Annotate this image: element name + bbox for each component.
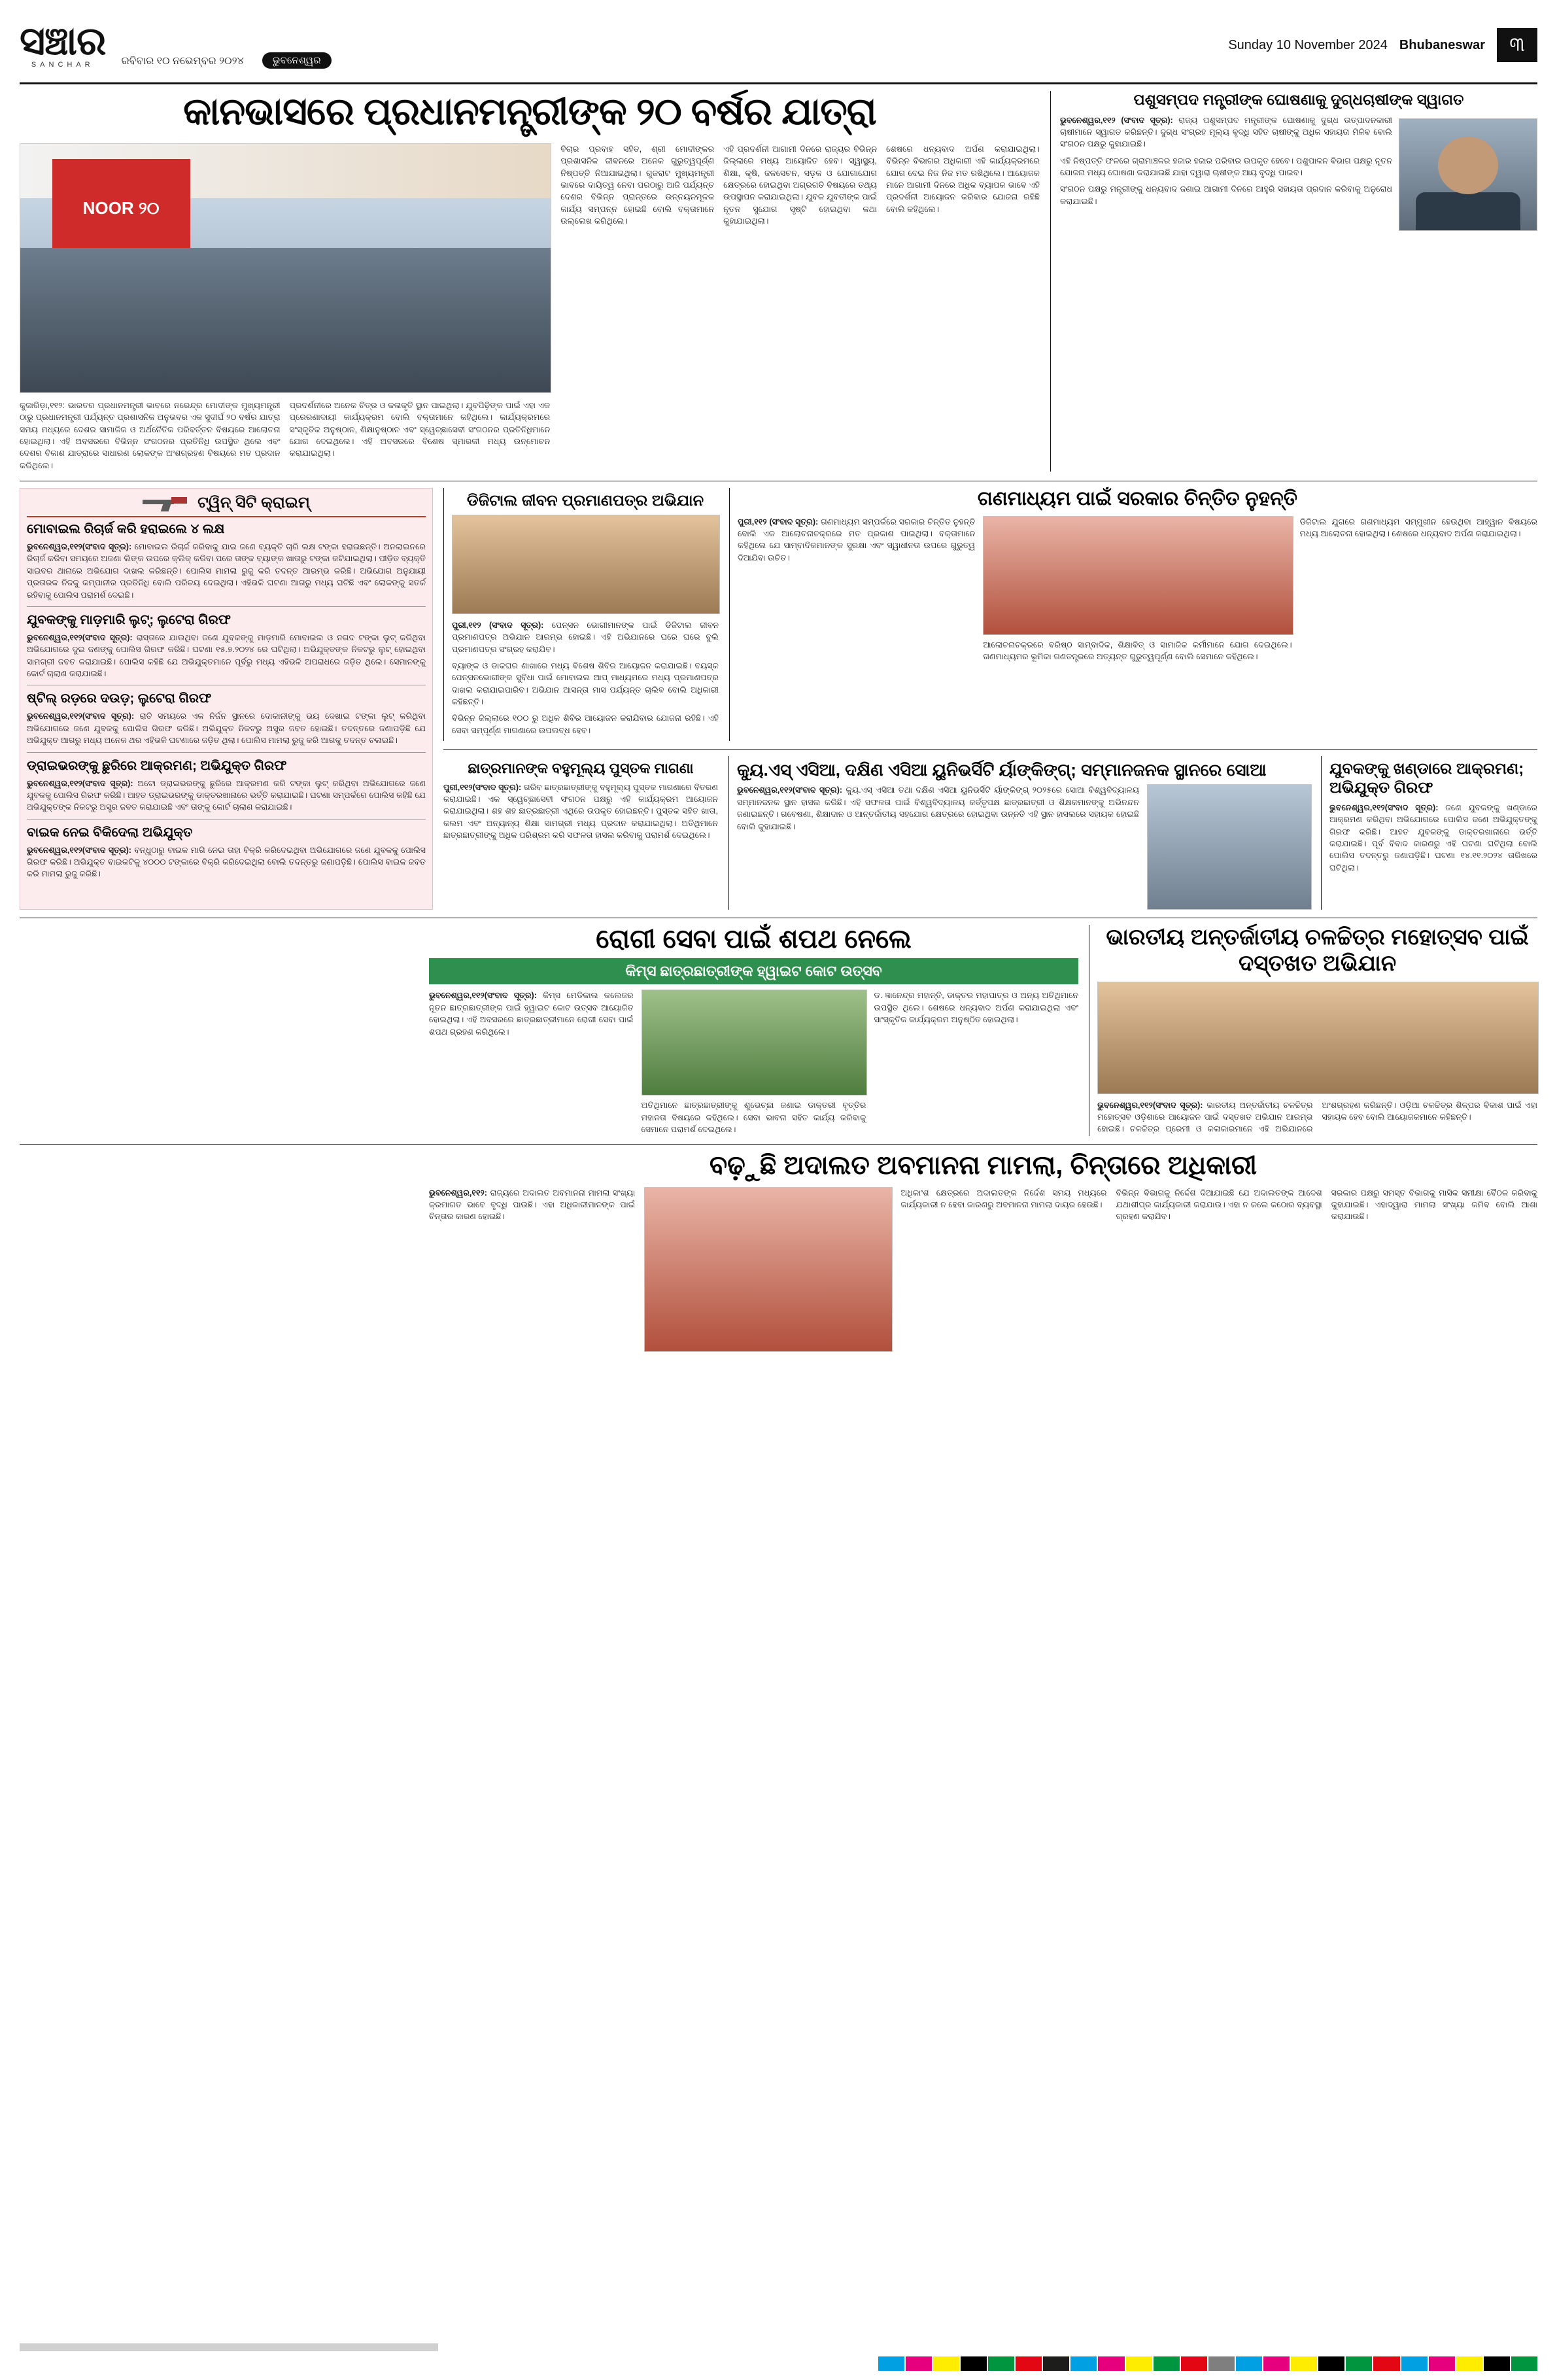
lead-col-3: ବିଚାର ପ୍ରବାହ ସହିତ, ଶ୍ରୀ ମୋଦୀଙ୍କର ପ୍ରଶାସନିକ ଜୀବନରେ ଅନେକ ଗୁରୁତ୍ୱପୂର୍ଣ୍ଣ ନିଷ୍ପତ୍ତି ନିଆଯାଇଥିଲା। ଗୁଜରାଟ ମୁଖ୍ୟମନ୍ତ୍ରୀ ଭାବରେ ଦାୟିତ୍ୱ ନେବା ପରଠାରୁ ଆଜି ପର୍ଯ୍ୟନ୍ତ ଦେଶର ବିଭିନ୍ନ ପ୍ରାନ୍ତରେ ଉନ୍ନୟନମୂଳକ କାର୍ଯ୍ୟ ସମ୍ପନ୍ନ ହୋଇଛି ବୋଲି ବକ୍ତାମାନେ ଉଲ୍ଲେଖ କରିଥିଲେ। bbox=[560, 144, 715, 226]
oath-col-1: କିମ୍ସ ମେଡିକାଲ କଲେଜର ନୂତନ ଛାତ୍ରଛାତ୍ରୀଙ୍କ ପାଇଁ ହ୍ୱାଇଟ କୋଟ ଉତ୍ସବ ଆୟୋଜିତ ହୋଇଥିଲା। ଏହି ଅବସରରେ ଛାତ୍ରଛାତ୍ରୀମାନେ ରୋଗୀ ସେବା ପାଇଁ ଶପଥ ଗ୍ରହଣ କରିଥିଲେ। bbox=[429, 991, 634, 1037]
media-dateline: ପୁରୀ,୧୧୨ (ସଂବାଦ ସୂତ୍ର): bbox=[738, 517, 819, 526]
attack-text: ଜଣେ ଯୁବକଙ୍କୁ ଖଣ୍ଡାରେ ଆକ୍ରମଣ କରିଥିବା ଅଭିଯୋଗରେ ପୋଲିସ ଜଣେ ଅଭିଯୁକ୍ତଙ୍କୁ ଗିରଫ କରିଛି। ଆହତ ଯୁବକଙ୍କୁ ଡାକ୍ତରଖାନାରେ ଭର୍ତ୍ତି କରାଯାଇଛି। ପୂର୍ବ ବିବାଦ କାରଣରୁ ଏହି ଘଟଣା ଘଟିଥିଲା ବୋଲି ପୋଲିସ ତଦନ୍ତରୁ ଜଣାପଡ଼ିଛି। ଘଟଣା ୧୪.୧୧.୨୦୨୪ ତାରିଖରେ ଘଟିଥିଲା। bbox=[1329, 802, 1538, 872]
digital-text-2: ବ୍ୟାଙ୍କ ଓ ଡାକଘର ଶାଖାରେ ମଧ୍ୟ ବିଶେଷ ଶିବିର ଆୟୋଜନ କରାଯାଇଛି। ବୟସ୍କ ପେନ୍‌ସନଭୋଗୀଙ୍କ ସୁବିଧା ପାଇଁ ମୋବାଇଲ ଆପ୍ ମାଧ୍ୟମରେ ମଧ୍ୟ ପ୍ରମାଣପତ୍ର ଦାଖଲ କରାଯାଇପାରିବ। ଅଭିଯାନ ଆସନ୍ତା ମାସ ପର୍ଯ୍ୟନ୍ତ ଚାଲିବ ବୋଲି ଅଧିକାରୀ କହିଛନ୍ତି। bbox=[452, 661, 719, 707]
court-col-4: ସରକାର ପକ୍ଷରୁ ସମସ୍ତ ବିଭାଗକୁ ମାସିକ ସମୀକ୍ଷା ବୈଠକ କରିବାକୁ କୁହାଯାଇଛି। ଏହାଦ୍ୱାରା ମାମଲା ସଂଖ୍ୟା କମିବ ବୋଲି ଆଶା କରାଯାଉଛି। bbox=[1331, 1188, 1537, 1222]
registration-strip bbox=[20, 2343, 438, 2351]
lead-photo-block bbox=[20, 143, 550, 472]
media-photo bbox=[983, 516, 1293, 635]
lead-col-1: କୁଜାରିଡ଼ା,୧୧୨: ଭାରତର ପ୍ରଧାନମନ୍ତ୍ରୀ ଭାବରେ ନରେନ୍ଦ୍ର ମୋଦୀଙ୍କ ମୁଖ୍ୟମନ୍ତ୍ରୀ ଠାରୁ ପ୍ରଧାନମନ୍ତ୍ରୀ ପର୍ଯ୍ୟନ୍ତ ପ୍ରଶାସନିକ ଅନୁଭବର ଏକ ସୁଦୀର୍ଘ ୨୦ ବର୍ଷର ଯାତ୍ରା ସମୟ ମଧ୍ୟରେ ଦେଶର ସାମାଜିକ ଓ ଅର୍ଥନୈତିକ ପରିବର୍ତ୍ତନ ବିଷୟରେ ଆଲୋଚନା ହୋଇଥିଲା। ଏହି ଅବସରରେ ବିଭିନ୍ନ ସଂଗଠନର ପ୍ରତିନିଧି ଉପସ୍ଥିତ ଥିଲେ ଏବଂ ଦେଶର ବିକାଶ ଯାତ୍ରାରେ ସାଧାରଣ ଲୋକଙ୍କ ଅଂଶଗ୍ରହଣ ବିଷୟରେ ମତ ପ୍ରଦାନ କରିଥିଲେ। bbox=[20, 400, 281, 470]
logo-block bbox=[20, 22, 332, 73]
crime-item-dateline: ଭୁବନେଶ୍ୱର,୧୧୨(ସଂବାଦ ସୂତ୍ର): bbox=[27, 632, 133, 642]
crime-item-dateline: ଭୁବନେଶ୍ୱର,୧୧୨(ସଂବାଦ ସୂତ୍ର): bbox=[27, 712, 135, 721]
digital-text-1: ପେନ୍‌ସନ ଭୋଗୀମାନଙ୍କ ପାଇଁ ଡିଜିଟାଲ ଜୀବନ ପ୍ରମାଣପତ୍ର ଅଭିଯାନ ଆରମ୍ଭ ହୋଇଛି। ଏହି ଅଭିଯାନରେ ଘରେ ଘରେ ବୁଲି ପ୍ରମାଣପତ୍ର ସଂଗ୍ରହ କରାଯିବ। bbox=[452, 620, 719, 654]
oath-photo bbox=[642, 990, 868, 1095]
masthead-date: Sunday 10 November 2024 bbox=[1228, 37, 1388, 52]
crime-item bbox=[27, 521, 426, 601]
attack-story bbox=[1321, 756, 1537, 910]
court-headline: ବଢ଼ୁଛି ଅଦାଲତ ଅବମାନନା ମାମଲା, ଚିନ୍ତାରେ ଅଧିକାରୀ bbox=[709, 1150, 1258, 1180]
oath-story bbox=[429, 925, 1078, 1135]
lead-photo bbox=[20, 143, 551, 393]
crime-item-head: ବାଇକ ନେଇ ବିକିଦେଲା ଅଭିଯୁକ୍ତ bbox=[27, 825, 193, 840]
top-right-text-2: ଏହି ନିଷ୍ପତ୍ତି ଫଳରେ ଗ୍ରାମାଞ୍ଚଳର ହଜାର ହଜାର ପରିବାର ଉପକୃତ ହେବେ। ପଶୁପାଳନ ବିଭାଗ ପକ୍ଷରୁ ନୂତନ ଯୋଜନା ମଧ୍ୟ ଘୋଷଣା କରାଯାଇଛି ଯାହା ଦ୍ୱାରା ଚାଷୀଙ୍କ ଆୟ ବୃଦ୍ଧି ପାଇବ। bbox=[1060, 156, 1392, 178]
qs-headline: କ୍ୟୁ.ଏସ୍ ଏସିଆ, ଦକ୍ଷିଣ ଏସିଆ ୟୁନିଭର୍ସିଟି ର୍ୟାଙ୍କିଙ୍ଗ୍; ସମ୍ମାନଜନକ ସ୍ଥାନରେ ସୋଆ bbox=[737, 760, 1267, 780]
edition-badge: ଭୁବନେଶ୍ୱର bbox=[262, 52, 332, 69]
media-col-3: ଡିଜିଟାଲ ଯୁଗରେ ଗଣମାଧ୍ୟମ ସମ୍ମୁଖୀନ ହେଉଥିବା ଆହ୍ୱାନ ବିଷୟରେ ମଧ୍ୟ ଆଲୋଚନା ହୋଇଥିଲା। ଶେଷରେ ଧନ୍ୟବାଦ ଅର୍ପଣ କରାଯାଇଥିଲା। bbox=[1299, 517, 1537, 538]
media-col-1: ଗଣମାଧ୍ୟମ ସମ୍ପର୍କରେ ସରକାର ଚିନ୍ତିତ ନୁହନ୍ତି ବୋଲି ଏକ ଆଲୋଚନାଚକ୍ରରେ ମତ ପ୍ରକାଶ ପାଇଥିଲା। ବକ୍ତାମାନେ କହିଥିଲେ ଯେ ସାମ୍ବାଦିକମାନଙ୍କ ସୁରକ୍ଷା ଏବଂ ସ୍ୱାଧୀନତା ଉପରେ ଗୁରୁତ୍ୱ ଦିଆଯିବା ଉଚିତ। bbox=[738, 517, 976, 562]
students-book-dateline: ପୁରୀ,୧୧୨(ସଂବାଦ ସୂତ୍ର): bbox=[443, 782, 522, 792]
court-col-1: ରାଜ୍ୟରେ ଅଦାଲତ ଅବମାନନା ମାମଲା ସଂଖ୍ୟା କ୍ରମାଗତ ଭାବେ ବୃଦ୍ଧି ପାଉଛି। ଏହା ଅଧିକାରୀମାନଙ୍କ ପାଇଁ ଚିନ୍ତାର କାରଣ ହୋଇଛି। bbox=[429, 1188, 636, 1222]
masthead-right bbox=[1228, 28, 1537, 66]
crime-panel bbox=[20, 488, 433, 910]
lead-col-4: ଏହି ପ୍ରଦର୍ଶନୀ ଆଗାମୀ ଦିନରେ ରାଜ୍ୟର ବିଭିନ୍ନ ଜିଲ୍ଲାରେ ମଧ୍ୟ ଆୟୋଜିତ ହେବ। ସ୍ୱାସ୍ଥ୍ୟ, ଶିକ୍ଷା, କୃଷି, ଜଳସେଚନ, ସଡ଼କ ଓ ଯୋଗାଯୋଗ କ୍ଷେତ୍ରରେ ହୋଇଥିବା ଅଗ୍ରଗତି ବିଷୟରେ ତଥ୍ୟ ଉପସ୍ଥାପନ କରାଯାଇଥିଲା। ଯୁବକ ଯୁବତୀଙ୍କ ପାଇଁ ନୂତନ ସୁଯୋଗ ସୃଷ୍ଟି ହୋଇଥିବା କଥା କୁହାଯାଇଥିଲା। bbox=[723, 144, 878, 226]
crime-item-dateline: ଭୁବନେଶ୍ୱର,୧୧୨(ସଂବାଦ ସୂତ୍ର): bbox=[27, 845, 132, 855]
masthead-odia-date: ରବିବାର ୧୦ ନଭେମ୍ବର ୨୦୨୪ bbox=[121, 56, 244, 67]
top-right-dateline: ଭୁବନେଶ୍ୱର,୧୧୨ (ସଂବାଦ ସୂତ୍ର): bbox=[1060, 115, 1173, 125]
top-right-headline: ପଶୁସମ୍ପଦ ମନ୍ତ୍ରୀଙ୍କ ଘୋଷଣାକୁ ଦୁଗ୍ଧଚାଷୀଙ୍କ ସ୍ୱାଗତ bbox=[1133, 91, 1464, 108]
film-headline: ଭାରତୀୟ ଅନ୍ତର୍ଜାତୀୟ ଚଳଚ୍ଚିତ୍ର ମହୋତ୍ସବ ପାଇଁ ଦସ୍ତଖତ ଅଭିଯାନ bbox=[1106, 925, 1529, 976]
oath-col-3: ଡ. ଜ୍ଞାନେନ୍ଦ୍ର ମହାନ୍ତି, ଡାକ୍ତର ମହାପାତ୍ର ଓ ଅନ୍ୟ ଅତିଥିମାନେ ଉପସ୍ଥିତ ଥିଲେ। ଶେଷରେ ଧନ୍ୟବାଦ ଅର୍ପଣ କରାଯାଇଥିଲା ଏବଂ ସାଂସ୍କୃତିକ କାର୍ଯ୍ୟକ୍ରମ ଅନୁଷ୍ଠିତ ହୋଇଥିଲା। bbox=[874, 991, 1079, 1025]
students-book-text: ଗରିବ ଛାତ୍ରଛାତ୍ରୀଙ୍କୁ ବହୁମୂଲ୍ୟ ପୁସ୍ତକ ମାଗଣାରେ ବିତରଣ କରାଯାଇଛି। ଏକ ସ୍ୱେଚ୍ଛାସେବୀ ସଂଗଠନ ପକ୍ଷରୁ ଏହି କାର୍ଯ୍ୟକ୍ରମ ଆୟୋଜନ କରାଯାଇଥିଲା। ଶହ ଶହ ଛାତ୍ରଛାତ୍ରୀ ଏଥିରେ ଉପକୃତ ହୋଇଛନ୍ତି। ପୁସ୍ତକ ସହିତ ଖାତା, କଲମ ଏବଂ ଅନ୍ୟାନ୍ୟ ଶିକ୍ଷା ସାମଗ୍ରୀ ମଧ୍ୟ ପ୍ରଦାନ କରାଯାଇଥିଲା। ଅତିଥିମାନେ ଛାତ୍ରଛାତ୍ରୀଙ୍କୁ ଅଧିକ ପରିଶ୍ରମ କରି ସଫଳତା ହାସଲ କରିବାକୁ ପରାମର୍ଶ ଦେଇଥିଲେ। bbox=[443, 782, 719, 840]
qs-photo bbox=[1147, 784, 1312, 910]
court-story bbox=[429, 1151, 1537, 1352]
crime-item-dateline: ଭୁବନେଶ୍ୱର,୧୧୨(ସଂବାଦ ସୂତ୍ର): bbox=[27, 542, 132, 552]
crime-item-text: ଅଟୋ ଡ୍ରାଇଭରଙ୍କୁ ଛୁରିରେ ଆକ୍ରମଣ କରି ଟଙ୍କା ଲୁଟ୍ କରିଥିବା ଅଭିଯୋଗରେ ଜଣେ ଯୁବକକୁ ପୋଲିସ ଗିରଫ କରିଛି। ଆହତ ଡ୍ରାଇଭରଙ୍କୁ ଡାକ୍ତରଖାନାରେ ଭର୍ତ୍ତି କରାଯାଇଛି। ଘଟଣା ସମ୍ପର୍କରେ ପୋଲିସ କହିଛି ଯେ ଅଭିଯୁକ୍ତଙ୍କ ନିକଟରୁ ଅସ୍ତ୍ର ଜବତ କରାଯାଇଛି ଏବଂ ତାଙ୍କୁ କୋର୍ଟ ଚାଲାଣ କରାଯାଇଛି। bbox=[27, 778, 426, 812]
oath-col-2: ଅତିଥିମାନେ ଛାତ୍ରଛାତ୍ରୀଙ୍କୁ ଶୁଭେଚ୍ଛା ଜଣାଇ ଡାକ୍ତରୀ ବୃତ୍ତିର ମହାନତା ବିଷୟରେ କହିଥିଲେ। ସେବା ଭାବନା ସହିତ କାର୍ଯ୍ୟ କରିବାକୁ ସେମାନେ ପରାମର୍ଶ ଦେଇଥିଲେ। bbox=[641, 1101, 866, 1135]
film-photo bbox=[1097, 982, 1539, 1094]
media-story bbox=[729, 488, 1537, 741]
masthead-city: Bhubaneswar bbox=[1399, 37, 1485, 52]
oath-dateline: ଭୁବନେଶ୍ୱର,୧୧୨(ସଂବାଦ ସୂତ୍ର): bbox=[429, 991, 537, 1001]
crime-item bbox=[27, 612, 426, 680]
crime-item-dateline: ଭୁବନେଶ୍ୱର,୧୧୨(ସଂବାଦ ସୂତ୍ର): bbox=[27, 778, 133, 788]
crime-item-head: ଡ୍ରାଇଭରଙ୍କୁ ଛୁରିରେ ଆକ୍ରମଣ; ଅଭିଯୁକ୍ତ ଗିରଫ bbox=[27, 758, 287, 773]
masthead bbox=[20, 17, 1537, 84]
gun-icon bbox=[143, 494, 191, 511]
court-photo bbox=[644, 1187, 893, 1352]
digital-text-3: ବିଭିନ୍ନ ଜିଲ୍ଲାରେ ୧୦୦ ରୁ ଅଧିକ ଶିବିର ଆୟୋଜନ କରାଯିବାର ଯୋଜନା ରହିଛି। ଏହି ସେବା ସମ୍ପୂର୍ଣ୍ଣ ମାଗଣାରେ ଉପଲବ୍ଧ ହେବ। bbox=[452, 714, 719, 735]
crime-item-head: ମୋବାଇଲ ରିଚାର୍ଜ କରି ହରାଇଲେ ୪ ଲକ୍ଷ bbox=[27, 522, 225, 537]
film-dateline: ଭୁବନେଶ୍ୱର,୧୧୨(ସଂବାଦ ସୂତ୍ର): bbox=[1097, 1100, 1203, 1110]
crime-item-text: ରାତି ସମୟରେ ଏକ ନିର୍ଜନ ସ୍ଥାନରେ ଦୋକାନୀଙ୍କୁ ଭୟ ଦେଖାଇ ଟଙ୍କା ଲୁଟ୍ କରିଥିବା ଅଭିଯୋଗରେ ଜଣେ ଯୁବକକୁ ପୋଲିସ ଗିରଫ କରିଛି। ଅଭିଯୁକ୍ତ ନିକଟରୁ ଅସ୍ତ୍ର ଜବତ ହୋଇଛି। ତଦନ୍ତରେ ଜଣାପଡ଼ିଛି ଯେ ଅଭିଯୁକ୍ତ ଆଗରୁ ମଧ୍ୟ ଅନେକ ଥର ଏହିଭଳି ଘଟଣାରେ ଜଡ଼ିତ ଥିଲା। ପୋଲିସ ମାମଲା ରୁଜୁ କରି ଆଗକୁ ତଦନ୍ତ ଚଳାଇଛି। bbox=[27, 712, 426, 746]
qs-story bbox=[728, 756, 1310, 910]
crime-item-head: ଯୁବକଙ୍କୁ ମାଡ଼ମାରି ଲୁଟ୍; ଲୁଟେରା ଗିରଫ bbox=[27, 612, 231, 627]
students-book-story bbox=[443, 756, 718, 910]
film-story bbox=[1089, 925, 1537, 1135]
digital-dateline: ପୁରୀ,୧୧୨ (ସଂବାଦ ସୂତ୍ର): bbox=[452, 620, 544, 630]
media-col-2: ଆଲୋଚନାଚକ୍ରରେ ବରିଷ୍ଠ ସାମ୍ବାଦିକ, ଶିକ୍ଷାବିତ୍ ଓ ସାମାଜିକ କର୍ମୀମାନେ ଯୋଗ ଦେଇଥିଲେ। ଗଣମାଧ୍ୟମର ଭୂମିକା ଗଣତନ୍ତ୍ରରେ ଅତ୍ୟନ୍ତ ଗୁରୁତ୍ୱପୂର୍ଣ୍ଣ ବୋଲି ସେମାନେ କହିଥିଲେ। bbox=[983, 640, 1292, 661]
photo-banner-text: NOOR ୨୦ bbox=[52, 159, 190, 258]
lead-story bbox=[20, 91, 1040, 472]
digital-story bbox=[443, 488, 719, 741]
minister-photo bbox=[1399, 118, 1537, 231]
qs-dateline: ଭୁବନେଶ୍ୱର,୧୧୨(ସଂବାଦ ସୂତ୍ର): bbox=[737, 785, 843, 795]
print-color-bars bbox=[20, 2356, 1537, 2371]
digital-photo bbox=[452, 515, 720, 614]
top-right-text-1: ରାଜ୍ୟ ପଶୁସମ୍ପଦ ମନ୍ତ୍ରୀଙ୍କ ଘୋଷଣାକୁ ଦୁଗ୍ଧ ଉତ୍ପାଦନକାରୀ ଚାଷୀମାନେ ସ୍ୱାଗତ କରିଛନ୍ତି। ଦୁଗ୍ଧ ସଂଗ୍ରହ ମୂଲ୍ୟ ବୃଦ୍ଧି ସହିତ ଚାଷୀଙ୍କୁ ଅଧିକ ସହାୟତା ମିଳିବ ବୋଲି ସଂଗଠନ ପକ୍ଷରୁ କୁହାଯାଇଛି। bbox=[1060, 115, 1392, 149]
students-book-headline: ଛାତ୍ରମାନଙ୍କ ବହୁମୂଲ୍ୟ ପୁସ୍ତକ ମାଗଣା bbox=[468, 760, 694, 777]
paper-logo: ସଞ୍ଚାର bbox=[20, 20, 106, 63]
court-col-2: ଅଧିକାଂଶ କ୍ଷେତ୍ରରେ ଅଦାଲତଙ୍କ ନିର୍ଦ୍ଦେଶ ସମୟ ମଧ୍ୟରେ କାର୍ଯ୍ୟକାରୀ ନ ହେବା କାରଣରୁ ଅବମାନନା ମାମଲା ଦାୟର ହେଉଛି। bbox=[900, 1188, 1107, 1209]
paper-logo-sub: SANCHAR bbox=[31, 61, 94, 69]
attack-dateline: ଭୁବନେଶ୍ୱର,୧୧୨(ସଂବାଦ ସୂତ୍ର): bbox=[1329, 802, 1439, 812]
crime-item bbox=[27, 825, 426, 880]
film-text: ଭାରତୀୟ ଅନ୍ତର୍ଜାତୀୟ ଚଳଚ୍ଚିତ୍ର ମହୋତ୍ସବ ଓଡ଼ିଶାରେ ଆୟୋଜନ ପାଇଁ ଦସ୍ତଖତ ଅଭିଯାନ ଆରମ୍ଭ ହୋଇଛି। ଚଳଚ୍ଚିତ୍ର ପ୍ରେମୀ ଓ କଳାକାରମାନେ ଏହି ଅଭିଯାନରେ ଅଂଶଗ୍ରହଣ କରିଛନ୍ତି। ଓଡ଼ିଆ ଚଳଚ୍ଚିତ୍ର ଶିଳ୍ପର ବିକାଶ ପାଇଁ ଏହା ସହାୟକ ହେବ ବୋଲି ଆୟୋଜକମାନେ କହିଛନ୍ତି। bbox=[1097, 1100, 1537, 1134]
crime-item-text: ବନ୍ଧୁଠାରୁ ବାଇକ ମାଗି ନେଇ ତାହା ବିକ୍ରି କରିଦେଇଥିବା ଅଭିଯୋଗରେ ଜଣେ ଯୁବକକୁ ପୋଲିସ ଗିରଫ କରିଛି। ଅଭିଯୁକ୍ତ ବାଇକଟିକୁ ୪୦୦୦ ଟଙ୍କାରେ ବିକ୍ରି କରିଦେଇଥିଲା ବୋଲି ତଦନ୍ତରୁ ଜଣାପଡ଼ିଛି। ପୋଲିସ ବାଇକ ଜବତ କରି ମାମଲା ରୁଜୁ କରିଛି। bbox=[27, 845, 426, 879]
crime-item-text: ମୋବାଇଲ ରିଚାର୍ଜ କରିବାକୁ ଯାଇ ଜଣେ ବ୍ୟକ୍ତି ଚାରି ଲକ୍ଷ ଟଙ୍କା ହରାଇଛନ୍ତି। ଅନଲାଇନରେ ରିଚାର୍ଜ କରିବା ସମୟରେ ଅଜଣା ଲିଙ୍କ ଉପରେ କ୍ଲିକ୍ କରିବା ପରେ ତାଙ୍କ ବ୍ୟାଙ୍କ ଖାତାରୁ ଟଙ୍କା କଟିଯାଇଥିଲା। ପୀଡ଼ିତ ବ୍ୟକ୍ତି ସାଇବର ଥାନାରେ ଅଭିଯୋଗ ଦାଖଲ କରିଛନ୍ତି। ପୋଲିସ ମାମଲା ରୁଜୁ କରି ତଦନ୍ତ ଆରମ୍ଭ କରିଛି। ଅଭିଯୋଗ ଅନୁଯାୟୀ ପ୍ରତାରକ ନିଜକୁ କମ୍ପାନୀର ପ୍ରତିନିଧି ବୋଲି ପରିଚୟ ଦେଇଥିଲା। ଏହିଭଳି ଘଟଣା ଆଗରୁ ମଧ୍ୟ ଘଟିଛି ଏବଂ ଲୋକଙ୍କୁ ସତର୍କ ରହିବାକୁ ପୋଲିସ ପରାମର୍ଶ ଦେଇଛି। bbox=[27, 542, 426, 600]
crime-item bbox=[27, 691, 426, 746]
court-dateline: ଭୁବନେଶ୍ୱର,୧୧୨: bbox=[429, 1188, 487, 1198]
lead-col-5: ଶେଷରେ ଧନ୍ୟବାଦ ଅର୍ପଣ କରାଯାଇଥିଲା। ବିଭିନ୍ନ ବିଭାଗର ଅଧିକାରୀ ଏହି କାର୍ଯ୍ୟକ୍ରମରେ ଯୋଗ ଦେଇ ନିଜ ନିଜ ମତ ରଖିଥିଲେ। ଆୟୋଜକ ମାନେ ଆଗାମୀ ଦିନରେ ଅଧିକ ବ୍ୟାପକ ଭାବେ ଏହି ପ୍ରଦର୍ଶନୀ ଆୟୋଜନ କରିବାର ଯୋଜନା ରହିଛି ବୋଲି କହିଥିଲେ। bbox=[886, 144, 1040, 214]
page-number: ୩ bbox=[1497, 28, 1537, 62]
crime-panel-title: ଟ୍ୱିନ୍ ସିଟି କ୍ରାଇମ୍ bbox=[27, 494, 426, 517]
qs-text: କ୍ୟୁ.ଏସ୍ ଏସିଆ ତଥା ଦକ୍ଷିଣ ଏସିଆ ୟୁନିଭର୍ସିଟି ର୍ୟାଙ୍କିଙ୍ଗ୍ ୨୦୨୫ରେ ସୋଆ ବିଶ୍ୱବିଦ୍ୟାଳୟ ସମ୍ମାନଜନକ ସ୍ଥାନ ହାସଲ କରିଛି। ଏହି ସଫଳତା ପାଇଁ ବିଶ୍ୱବିଦ୍ୟାଳୟ କର୍ତ୍ତୃପକ୍ଷ ଛାତ୍ରଛାତ୍ରୀ ଓ ଶିକ୍ଷକମାନଙ୍କୁ ଅଭିନନ୍ଦନ ଜଣାଇଛନ୍ତି। ଗବେଷଣା, ଶିକ୍ଷାଦାନ ଓ ଆନ୍ତର୍ଜାତୀୟ ସହଯୋଗ କ୍ଷେତ୍ରରେ ହୋଇଥିବା ଉନ୍ନତି ଏହି ସ୍ଥାନ ହାସଲରେ ସହାୟକ ହୋଇଛି ବୋଲି କୁହାଯାଇଛି। bbox=[737, 785, 1139, 831]
digital-headline: ଡିଜିଟାଲ ଜୀବନ ପ୍ରମାଣପତ୍ର ଅଭିଯାନ bbox=[466, 492, 704, 510]
oath-banner: କିମ୍ସ ଛାତ୍ରଛାତ୍ରୀଙ୍କ ହ୍ୱାଇଟ କୋଟ ଉତ୍ସବ bbox=[429, 958, 1078, 984]
court-col-3: ବିଭିନ୍ନ ବିଭାଗକୁ ନିର୍ଦ୍ଦେଶ ଦିଆଯାଇଛି ଯେ ଅଦାଲତଙ୍କ ଆଦେଶ ଯଥାଶୀଘ୍ର କାର୍ଯ୍ୟକାରୀ କରାଯାଉ। ଏହା ନ କଲେ କଠୋର ବ୍ୟବସ୍ଥା ଗ୍ରହଣ କରାଯିବ। bbox=[1116, 1188, 1322, 1222]
media-headline: ଗଣମାଧ୍ୟମ ପାଇଁ ସରକାର ଚିନ୍ତିତ ନୁହନ୍ତି bbox=[977, 488, 1298, 510]
top-right-story bbox=[1050, 91, 1537, 472]
oath-headline: ରୋଗୀ ସେବା ପାଇଁ ଶପଥ ନେଲେ bbox=[596, 925, 912, 954]
top-right-text-3: ସଂଗଠନ ପକ୍ଷରୁ ମନ୍ତ୍ରୀଙ୍କୁ ଧନ୍ୟବାଦ ଜଣାଇ ଆଗାମୀ ଦିନରେ ଆହୁରି ସହାୟତା ପ୍ରଦାନ କରିବାକୁ ଅନୁରୋଧ କରାଯାଇଛି। bbox=[1060, 184, 1392, 206]
lead-col-2: ପ୍ରଦର୍ଶନୀରେ ଅନେକ ଚିତ୍ର ଓ କଳାକୃତି ସ୍ଥାନ ପାଇଥିଲା। ଯୁବପିଢ଼ିଙ୍କ ପାଇଁ ଏହା ଏକ ପ୍ରେରଣାଦାୟୀ କାର୍ଯ୍ୟକ୍ରମ ବୋଲି ବକ୍ତାମାନେ କହିଥିଲେ। କାର୍ଯ୍ୟକ୍ରମରେ ସଂସ୍କୃତିକ ଅନୁଷ୍ଠାନ, ଶିକ୍ଷାନୁଷ୍ଠାନ ଏବଂ ସ୍ୱେଚ୍ଛାସେବୀ ସଂଗଠନର ପ୍ରତିନିଧିମାନେ ଯୋଗ ଦେଇଥିଲେ। ଏହି ଅବସରରେ ବିଶେଷ ସ୍ମାରକୀ ମଧ୍ୟ ଉନ୍ମୋଚନ କରାଯାଇଥିଲା। bbox=[289, 400, 551, 458]
lead-headline: କାନଭାସରେ ପ୍ରଧାନମନ୍ତ୍ରୀଙ୍କ ୨୦ ବର୍ଷର ଯାତ୍ରା bbox=[183, 90, 876, 133]
crime-item-text: ରାସ୍ତାରେ ଯାଉଥିବା ଜଣେ ଯୁବକଙ୍କୁ ମାଡ଼ମାରି ମୋବାଇଲ ଓ ନଗଦ ଟଙ୍କା ଲୁଟ୍ କରିଥିବା ଅଭିଯୋଗରେ ଦୁଇ ଜଣଙ୍କୁ ପୋଲିସ ଗିରଫ କରିଛି। ଘଟଣା ୧୫.୭.୨୦୨୪ ରେ ଘଟିଥିଲା। ଅଭିଯୁକ୍ତଙ୍କ ନିକଟରୁ ଲୁଟ୍ ହୋଇଥିବା ସାମଗ୍ରୀ ଜବତ କରାଯାଇଛି। ପୋଲିସ କହିଛି ଯେ ଅଭିଯୁକ୍ତମାନେ ପୂର୍ବରୁ ମଧ୍ୟ ଏହିଭଳି ଅପରାଧରେ ଜଡ଼ିତ ଥିଲେ। ସେମାନଙ୍କୁ କୋର୍ଟ ଚାଲାଣ କରାଯାଇଛି। bbox=[27, 632, 426, 679]
crime-item bbox=[27, 758, 426, 814]
crime-item-head: ଷ୍ଟିଲ୍ ରଡ଼ରେ ଦଉଡ଼; ଲୁଟେରା ଗିରଫ bbox=[27, 691, 212, 706]
attack-headline: ଯୁବକଙ୍କୁ ଖଣ୍ଡାରେ ଆକ୍ରମଣ; ଅଭିଯୁକ୍ତ ଗିରଫ bbox=[1329, 760, 1524, 797]
